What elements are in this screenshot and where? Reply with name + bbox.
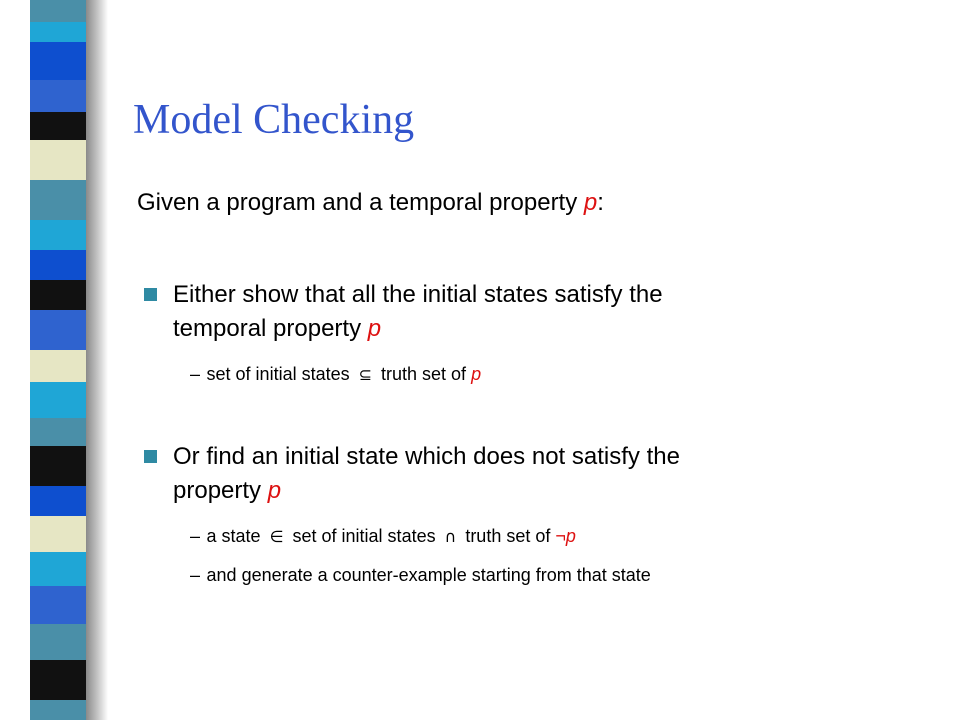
stripe-segment — [30, 220, 86, 250]
element-of-symbol: ∈ — [269, 527, 284, 546]
intersection-symbol: ∩ — [444, 527, 457, 546]
bullet-1-sub-1: – set of initial states ⊆ truth set of p — [190, 364, 482, 384]
stripe-segment — [30, 22, 86, 42]
stripe-segment — [30, 310, 86, 350]
stripe-segment — [30, 660, 86, 700]
stripe-segment — [30, 280, 86, 310]
stripe-segment — [30, 112, 86, 140]
stripe-segment — [30, 250, 86, 280]
stripe-segment — [30, 382, 86, 418]
stripe-segment — [30, 446, 86, 486]
negation-symbol: ¬ — [555, 526, 566, 546]
stripe-segment — [30, 486, 86, 516]
stripe-segment — [30, 80, 86, 112]
bullet-2-line-1: Or find an initial state which does not satisfy the — [173, 443, 680, 470]
bullet-marker-1 — [144, 288, 157, 301]
bullet-2-line-2: property p — [173, 477, 282, 504]
stripe-segment — [30, 180, 86, 220]
bullet-2-sub-2: – and generate a counter-example starting from that state — [190, 565, 651, 585]
intro-text: Given a program and a temporal property p: — [137, 189, 604, 216]
stripe-segment — [30, 350, 86, 382]
bullet-marker-2 — [144, 450, 157, 463]
subset-symbol: ⊆ — [358, 365, 373, 384]
stripe-segment — [30, 586, 86, 624]
slide-title: Model Checking — [133, 97, 415, 143]
stripe-segment — [30, 0, 86, 22]
stripe-segment — [30, 552, 86, 586]
stripe-shadow — [86, 0, 108, 720]
stripe-segment — [30, 418, 86, 446]
stripe-segment — [30, 42, 86, 80]
bullet-1-line-2: temporal property p — [173, 315, 382, 342]
bullet-1-line-1: Either show that all the initial states satisfy the — [173, 281, 663, 308]
stripe-segment — [30, 516, 86, 552]
stripe-segment — [30, 140, 86, 180]
decorative-side-stripe — [30, 0, 86, 720]
stripe-segment — [30, 624, 86, 660]
stripe-segment — [30, 700, 86, 720]
bullet-2-sub-1: – a state ∈ set of initial states ∩ truth set of ¬p — [190, 526, 576, 546]
